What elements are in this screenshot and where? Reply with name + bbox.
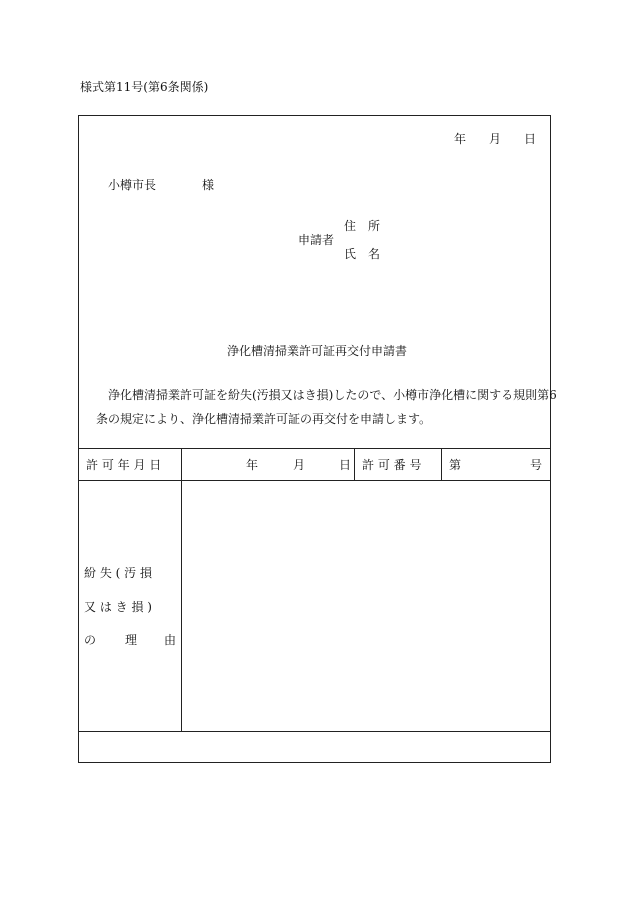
reason-label-line-1: 紛 失 ( 汚 損: [84, 566, 152, 580]
reason-label-line-2: 又 は き 損 ): [84, 600, 152, 614]
table-col-divider-3: [441, 448, 442, 480]
permit-date-label: 許 可 年 月 日: [86, 458, 162, 472]
applicant-address-label: 住 所: [344, 219, 381, 233]
permit-date-year: 年: [246, 458, 259, 472]
reason-label-line-3b: 理: [125, 633, 138, 647]
table-top-border: [78, 448, 551, 449]
form-number-label: 様式第11号(第6条関係): [80, 80, 209, 94]
table-col-divider-2: [354, 448, 355, 480]
applicant-label: 申請者: [298, 233, 335, 247]
applicant-name-label: 氏 名: [344, 247, 381, 261]
addressee-honorific: 様: [202, 178, 215, 192]
body-text-line-1: 浄化槽清掃業許可証を紛失(汚損又はき損)したので、小樽市浄化槽に関する規則第6: [108, 388, 557, 402]
document-title: 浄化槽清掃業許可証再交付申請書: [227, 344, 408, 358]
addressee-name: 小樽市長: [108, 178, 157, 192]
header-year: 年: [454, 132, 467, 146]
permit-number-label: 許 可 番 号: [362, 458, 422, 472]
header-month: 月: [489, 132, 502, 146]
permit-date-month: 月: [293, 458, 306, 472]
header-day: 日: [524, 132, 537, 146]
reason-label-line-3c: 由: [164, 633, 177, 647]
bottom-blank-row: [79, 732, 550, 762]
permit-date-day: 日: [339, 458, 352, 472]
permit-number-prefix: 第: [449, 458, 462, 472]
permit-number-suffix: 号: [530, 458, 543, 472]
body-text-line-2: 条の規定により、浄化槽清掃業許可証の再交付を申請します。: [96, 412, 432, 426]
reason-entry-area[interactable]: [182, 481, 550, 730]
reason-label-line-3a: の: [84, 633, 97, 647]
